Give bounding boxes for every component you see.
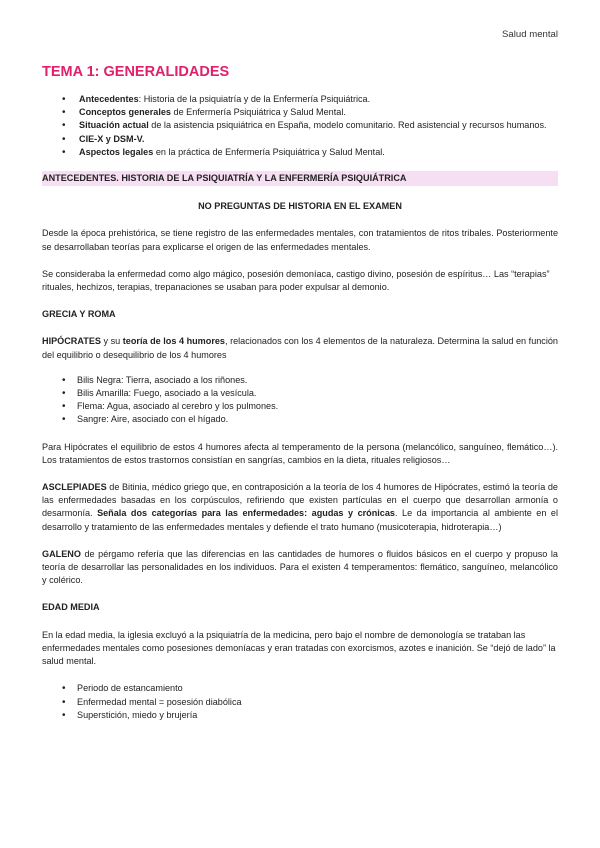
paragraph-magia: Se consideraba la enfermedad como algo mágico, posesión demoníaca, castigo divino, posesión de espíritus… Las “terapias” rituales, hechizos, terapias, trepanaciones se usaban para poder expulsar al demonio. (42, 268, 550, 293)
list-item: • Periodo de estancamiento (62, 682, 558, 695)
list-item (62, 119, 558, 132)
topic-bold: Aspectos legales (79, 146, 154, 157)
topics-list (62, 93, 558, 159)
paragraph-galeno (42, 548, 558, 588)
topic-text: de Enfermería Psiquiátrica y Salud Mental. (170, 107, 346, 118)
asclepiades-text1: de Bitinia, médico griego que, en contraposición a la teoría de los 4 humores de Hipócrates, estimó la teoría de las enfermedades basadas en los corpúsculos, refiriendo que existen partículas en el cuerpo que desarrollan armonía o desarmonía. (42, 482, 558, 519)
document-body (42, 63, 558, 722)
running-header: Salud mental (502, 29, 558, 40)
list-item (62, 93, 558, 106)
paragraph-edad-media: En la edad media, la iglesia excluyó a la psiquiatría de la medicina, pero bajo el nombre de demonología se trataban las enfermedades mentales como posesiones demoníacas y eran tratadas con exorcismos, azotes e inanición. Se “dejó de lado” la salud mental. (42, 629, 556, 667)
hipocrates-name: HIPÓCRATES (42, 336, 101, 347)
paragraph-hipocrates (42, 335, 558, 361)
topic-text: de la asistencia psiquiátrica en España, modelo comunitario. Red asistencial y recursos humanos. (148, 120, 547, 131)
list-item (62, 133, 558, 146)
hipocrates-mid: y su (100, 336, 123, 347)
topic-text: : Historia de la psiquiatría y de la Enfermería Psiquiátrica. (138, 94, 371, 104)
section-heading-edad-media: EDAD MEDIA (42, 602, 100, 613)
section-heading-antecedentes: ANTECEDENTES. HISTORIA DE LA PSIQUIATRÍA Y LA ENFERMERÍA PSIQUIÁTRICA (42, 171, 558, 186)
section-heading-grecia: GRECIA Y ROMA (42, 309, 116, 320)
topic-bold: Antecedentes (79, 94, 139, 104)
paragraph-prehistoria: Desde la época prehistórica, se tiene registro de las enfermedades mentales, con tratamientos de ritos tribales. Posteriormente se desarrollaban teorías para explicarse el origen de las enfermedades mentales. (42, 228, 558, 252)
galeno-name: GALENO (42, 548, 81, 559)
list-item (62, 106, 558, 119)
humores-list (62, 374, 558, 427)
asclepiades-name: ASCLEPIADES (42, 482, 107, 493)
hipocrates-rest: , relacionados con los 4 elementos de la naturaleza. Determina la salud en función del equilibrio o desequilibrio de los 4 humores (42, 336, 558, 360)
topic-bold: Situación actual (79, 120, 149, 131)
edad-media-list (62, 682, 558, 722)
page-title: TEMA 1: GENERALIDADES (42, 64, 230, 80)
galeno-text: de pérgamo refería que las diferencias en las cantidades de humores o fluidos básicos en el cuerpo y propuso la teoría de desarrollar las personalidades en los individuos. Para el existen 4 temperamentos: flemático, sanguíneo, melancólico y colérico. (42, 548, 558, 586)
hipocrates-theory: teoría de los 4 humores (122, 336, 225, 347)
paragraph-asclepiades (42, 481, 558, 534)
list-item: • Enfermedad mental = posesión diabólica (62, 696, 558, 709)
list-item: • Sangre: Aire, asociado con el hígado. (62, 413, 558, 426)
exam-note: NO PREGUNTAS DE HISTORIA EN EL EXAMEN (198, 201, 402, 212)
list-item: • Bilis Amarilla: Fuego, asociado a la vesícula. (62, 387, 558, 400)
list-item: • Flema: Agua, asociado al cerebro y los pulmones. (62, 400, 558, 413)
list-item: • Superstición, miedo y brujería (62, 709, 558, 722)
list-item: • Bilis Negra: Tierra, asociado a los riñones. (62, 374, 558, 387)
list-item (62, 146, 558, 159)
asclepiades-text2: . Le da importancia al ambiente en el desarrollo y tratamiento de las enfermedades mentales y defiende el trato humano (musicoterapia, hidroterapia…) (42, 508, 558, 532)
topic-bold: CIE-X y DSM-V. (79, 133, 145, 144)
paragraph-humores: Para Hipócrates el equilibrio de estos 4 humores afecta al temperamento de la persona (melancólico, sanguíneo, flemático…). Los tratamientos de estos trastornos consistían en sangrías, cambios en la dieta, rituales religiosos… (42, 441, 558, 465)
topic-bold: Conceptos generales (79, 107, 171, 118)
asclepiades-bold: Señala dos categorías para las enfermedades: agudas y crónicas (97, 508, 395, 519)
topic-text: en la práctica de Enfermería Psiquiátrica y Salud Mental. (153, 146, 385, 157)
